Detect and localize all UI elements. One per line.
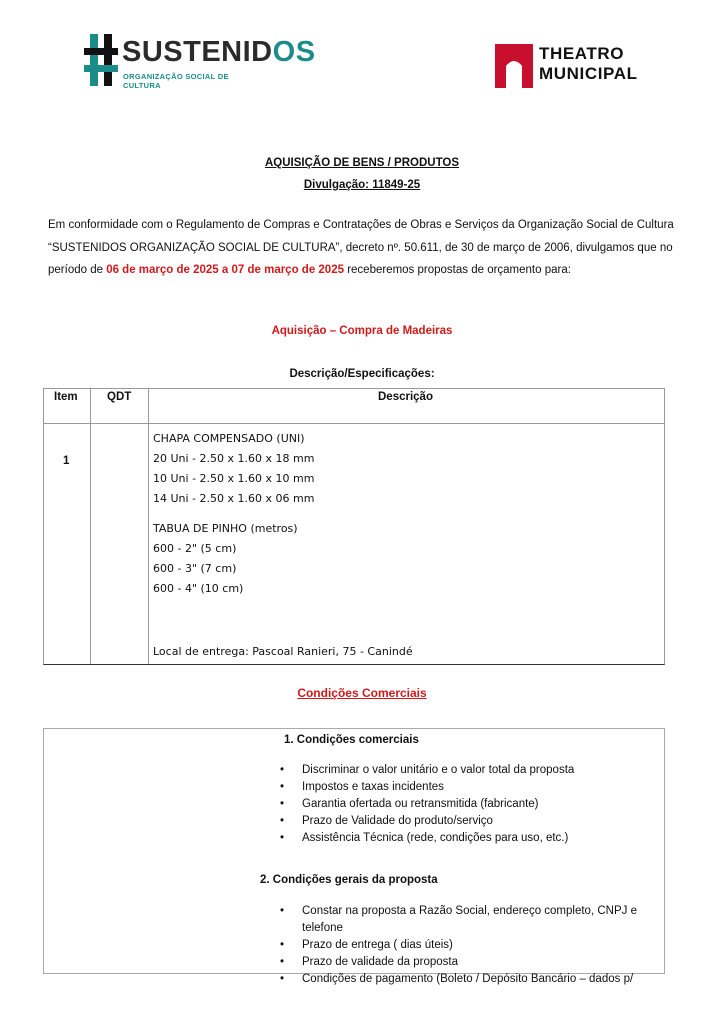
- section-1-list: [276, 762, 574, 847]
- delivery-location: Local de entrega: Pascoal Ranieri, 75 - Canindé: [153, 645, 413, 658]
- logo-wordmark: SUSTENIDOS: [122, 36, 316, 68]
- page-title: AQUISIÇÃO DE BENS / PRODUTOS: [264, 157, 460, 169]
- disclosure-number: Divulgação: 11849-25: [303, 179, 421, 191]
- spec-heading: Descrição/Especificações:: [289, 368, 435, 380]
- section-2-list: [276, 903, 664, 988]
- conditions-heading: Condições Comerciais: [297, 686, 427, 700]
- item-number: 1: [63, 455, 70, 467]
- header-item: Item: [54, 391, 78, 403]
- list-item: • Constar na proposta a Razão Social, endereço completo, CNPJ e telefone: [276, 903, 664, 937]
- list-item: • Discriminar o valor unitário e o valor total da proposta: [276, 762, 574, 779]
- hashtag-icon: [84, 34, 118, 86]
- section-1-title: 1. Condições comerciais: [284, 734, 419, 746]
- list-item: • Impostos e taxas incidentes: [276, 779, 574, 796]
- list-item: • Prazo de entrega ( dias úteis): [276, 937, 664, 954]
- logo-subtitle: ORGANIZAÇÃO SOCIAL DE CULTURA: [123, 72, 229, 90]
- header-description: Descrição: [378, 391, 433, 403]
- subject-heading: Aquisição – Compra de Madeiras: [271, 325, 453, 337]
- list-item: • Prazo de validade da proposta: [276, 954, 664, 971]
- theatre-arch-icon: [495, 44, 533, 88]
- sustenidos-logo: [84, 34, 316, 90]
- list-item: • Condições de pagamento (Boleto / Depósito Bancário – dados p/: [276, 971, 664, 988]
- section-2-title: 2. Condições gerais da proposta: [260, 874, 438, 886]
- header-qdt: QDT: [107, 391, 132, 403]
- logo-text: THEATRO MUNICIPAL: [539, 44, 638, 83]
- list-item: • Assistência Técnica (rede, condições para uso, etc.): [276, 830, 574, 847]
- theatro-municipal-logo: [495, 42, 660, 90]
- conditions-box: [43, 728, 665, 985]
- items-table: [43, 388, 665, 665]
- intro-paragraph: Em conformidade com o Regulamento de Compras e Contratações de Obras e Serviços da Organização Social de Cultura “SUSTENIDOS ORGANIZAÇÃO SOCIAL DE CULTURA”, decreto nº. 50.611, de 30 de março de 2006, divulgamos que no período de 06 de março de 2025 a 07 de março de 2025 receberemos propostas de orçamento para:: [48, 219, 674, 276]
- item-description: CHAPA COMPENSADO (UNI) 20 Uni - 2.50 x 1.60 x 18 mm 10 Uni - 2.50 x 1.60 x 10 mm 14 Uni - 2.50 x 1.60 x 06 mm TABUA DE PINHO (metros) 600 - 2" (5 cm) 600 - 3" (7 cm) 600 - 4" (10 cm) Local de entrega: Pascoal Ranieri, 75 - Canindé: [153, 429, 413, 662]
- list-item: • Prazo de Validade do produto/serviço: [276, 813, 574, 830]
- period-highlight: 06 de março de 2025 a 07 de março de 2025: [106, 264, 344, 276]
- list-item: • Garantia ofertada ou retransmitida (fabricante): [276, 796, 574, 813]
